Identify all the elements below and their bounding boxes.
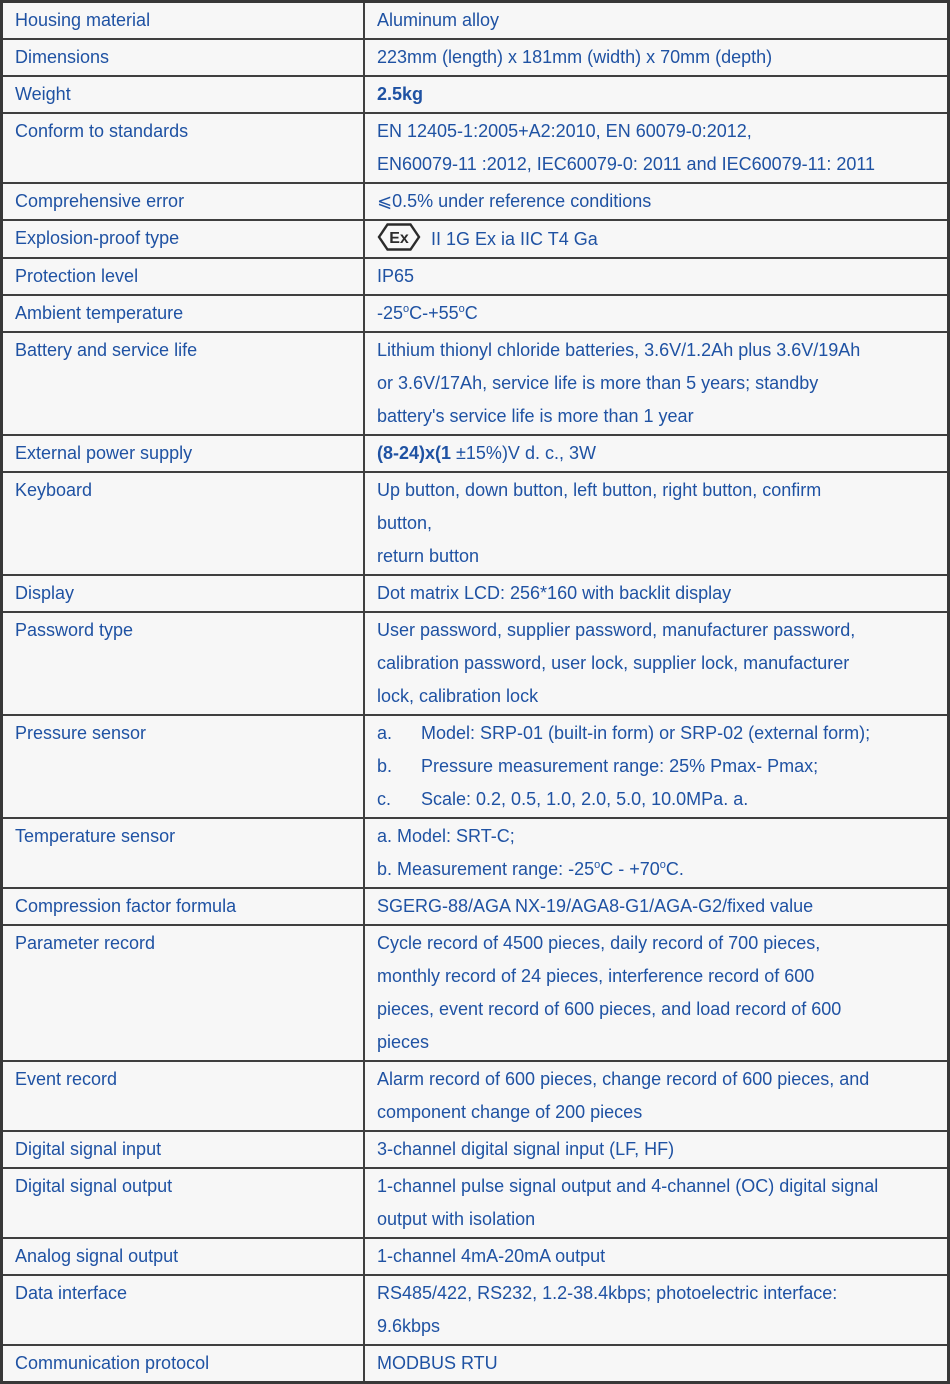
value-line [377,890,935,923]
table-row [2,1238,949,1275]
table-row [2,612,949,715]
svg-text:Ex: Ex [389,230,409,247]
spec-label-cell: Conform to standards [2,113,365,183]
value-text: 9.6kbps [377,1316,441,1336]
value-line [377,334,935,367]
value-text: output with isolation [377,1209,536,1229]
spec-value-cell [364,295,949,332]
spec-value-cell [364,1345,949,1383]
spec-label-cell: Password type [2,612,365,715]
spec-label-cell: Protection level [2,258,365,295]
value-line [377,853,935,886]
value-text: C - +70 [600,859,660,879]
spec-label-cell: Parameter record [2,925,365,1061]
value-line [377,820,935,853]
spec-label-cell: Pressure sensor [2,715,365,818]
table-row [2,1061,949,1131]
spec-value-cell [364,220,949,258]
spec-label-cell: Comprehensive error [2,183,365,220]
value-text: a. Model: SRT-C; [377,826,515,846]
table-row [2,1131,949,1168]
value-line [377,1347,935,1380]
spec-value-cell [364,1061,949,1131]
value-text: return button [377,546,480,566]
value-text: II 1G Ex ia IIC T4 Ga [426,229,598,249]
value-line [377,717,935,750]
value-text: or 3.6V/17Ah, service life is more than 5 years; standby [377,373,819,393]
value-line [377,1026,935,1059]
value-text: C. [665,859,684,879]
spec-value-cell [364,258,949,295]
spec-value-cell [364,1131,949,1168]
table-row [2,925,949,1061]
value-text: 1-channel 4mA-20mA output [377,1246,606,1266]
value-text: component change of 200 pieces [377,1102,643,1122]
spec-label-cell: Analog signal output [2,1238,365,1275]
value-text: RS485/422, RS232, 1.2-38.4kbps; photoelectric interface: [377,1283,838,1303]
table-row [2,113,949,183]
value-line [377,927,935,960]
value-text: -25 [377,303,404,323]
value-line [377,540,935,573]
value-text: Pressure measurement range: 25% Pmax- Pmax; [421,756,819,776]
value-line [377,297,935,330]
value-line [377,783,935,816]
value-text: ⩽0.5% under reference conditions [377,191,652,211]
value-line [377,1063,935,1096]
table-row [2,295,949,332]
table-row [2,435,949,472]
value-text: Lithium thionyl chloride batteries, 3.6V/1.2Ah plus 3.6V/19Ah [377,340,861,360]
value-line [377,185,935,218]
table-row [2,715,949,818]
value-line [377,1133,935,1166]
spec-value-cell [364,76,949,113]
value-text: 1-channel pulse signal output and 4-channel (OC) digital signal [377,1176,879,1196]
spec-label-cell: Temperature sensor [2,818,365,888]
value-line [377,680,935,713]
value-line [377,78,935,111]
value-text: o [458,303,465,315]
spec-label-cell: Display [2,575,365,612]
value-line [377,507,935,540]
spec-value-cell [364,925,949,1061]
value-line [377,577,935,610]
spec-label-cell: Explosion-proof type [2,220,365,258]
spec-label-cell: Digital signal output [2,1168,365,1238]
spec-value-cell [364,818,949,888]
value-line [377,148,935,181]
value-line [377,437,935,470]
table-row [2,332,949,435]
value-line [377,4,935,37]
value-text: b. Measurement range: -25 [377,859,595,879]
table-row [2,183,949,220]
value-text: (8-24)x(1 [377,443,452,463]
value-line [377,993,935,1026]
value-line [377,474,935,507]
spec-value-cell [364,183,949,220]
spec-label-cell: Battery and service life [2,332,365,435]
spec-label-cell: Data interface [2,1275,365,1345]
spec-value-cell [364,2,949,40]
value-text: o [403,303,410,315]
spec-label-cell: Housing material [2,2,365,40]
value-text: 223mm (length) x 181mm (width) x 70mm (depth) [377,47,773,67]
spec-label-cell: Compression factor formula [2,888,365,925]
value-text: EN 12405-1:2005+A2:2010, EN 60079-0:2012, [377,121,752,141]
value-text: IP65 [377,266,415,286]
value-text: EN60079-11 :2012, IEC60079-0: 2011 and IEC60079-11: 2011 [377,154,876,174]
value-text: monthly record of 24 pieces, interference record of 600 [377,966,815,986]
value-line [377,614,935,647]
spec-value-cell [364,715,949,818]
value-text: Model: SRP-01 (built-in form) or SRP-02 (external form); [421,723,871,743]
table-row [2,1345,949,1383]
table-row [2,1275,949,1345]
spec-value-cell [364,888,949,925]
spec-value-cell [364,612,949,715]
table-row [2,220,949,258]
value-text: Scale: 0.2, 0.5, 1.0, 2.0, 5.0, 10.0MPa. a. [421,789,749,809]
value-text: calibration password, user lock, supplier lock, manufacturer [377,653,850,673]
value-text: C-+55 [409,303,459,323]
spec-label-cell: Weight [2,76,365,113]
value-line [377,647,935,680]
list-marker: a. [377,723,393,743]
table-row [2,76,949,113]
spec-label-cell: Ambient temperature [2,295,365,332]
spec-label-cell: Keyboard [2,472,365,575]
table-row [2,258,949,295]
table-row [2,575,949,612]
spec-label-cell: External power supply [2,435,365,472]
spec-value-cell [364,332,949,435]
spec-table-body [2,2,949,1383]
value-line [377,41,935,74]
value-line [377,1170,935,1203]
value-text: button, [377,513,433,533]
spec-value-cell [364,1275,949,1345]
value-line [377,115,935,148]
spec-label-cell: Dimensions [2,39,365,76]
value-text: SGERG-88/AGA NX-19/AGA8-G1/AGA-G2/fixed value [377,896,814,916]
list-marker: c. [377,789,392,809]
value-text: o [594,859,601,871]
value-text: User password, supplier password, manufacturer password, [377,620,856,640]
value-line [377,367,935,400]
value-line [377,400,935,433]
ex-certification-icon [377,222,421,252]
table-row [2,1168,949,1238]
spec-value-cell [364,472,949,575]
value-line [377,960,935,993]
value-line [377,1240,935,1273]
value-text: Aluminum alloy [377,10,500,30]
value-text: Cycle record of 4500 pieces, daily record of 700 pieces, [377,933,821,953]
spec-label-cell: Digital signal input [2,1131,365,1168]
spec-label-cell: Communication protocol [2,1345,365,1383]
spec-value-cell [364,1238,949,1275]
table-row [2,2,949,40]
value-line [377,1096,935,1129]
value-text: battery's service life is more than 1 year [377,406,694,426]
value-line [377,260,935,293]
spec-value-cell [364,113,949,183]
value-text: pieces [377,1032,430,1052]
spec-value-cell [364,39,949,76]
value-line [377,1310,935,1343]
table-row [2,888,949,925]
value-line [377,222,935,256]
value-text: lock, calibration lock [377,686,539,706]
value-text: Dot matrix LCD: 256*160 with backlit display [377,583,732,603]
value-text: Up button, down button, left button, right button, confirm [377,480,822,500]
value-line [377,1203,935,1236]
value-text: Alarm record of 600 pieces, change record of 600 pieces, and [377,1069,870,1089]
value-text: ±15%)V d. c., 3W [451,443,596,463]
table-row [2,39,949,76]
spec-value-cell [364,435,949,472]
value-text: o [659,859,666,871]
value-text: C [464,303,478,323]
value-line [377,750,935,783]
value-text: 2.5kg [377,84,424,104]
table-row [2,472,949,575]
spec-label-cell: Event record [2,1061,365,1131]
table-row [2,818,949,888]
list-marker: b. [377,756,393,776]
value-line [377,1277,935,1310]
value-text: MODBUS RTU [377,1353,498,1373]
spec-value-cell [364,575,949,612]
value-text: pieces, event record of 600 pieces, and load record of 600 [377,999,842,1019]
spec-value-cell [364,1168,949,1238]
value-text: 3-channel digital signal input (LF, HF) [377,1139,675,1159]
